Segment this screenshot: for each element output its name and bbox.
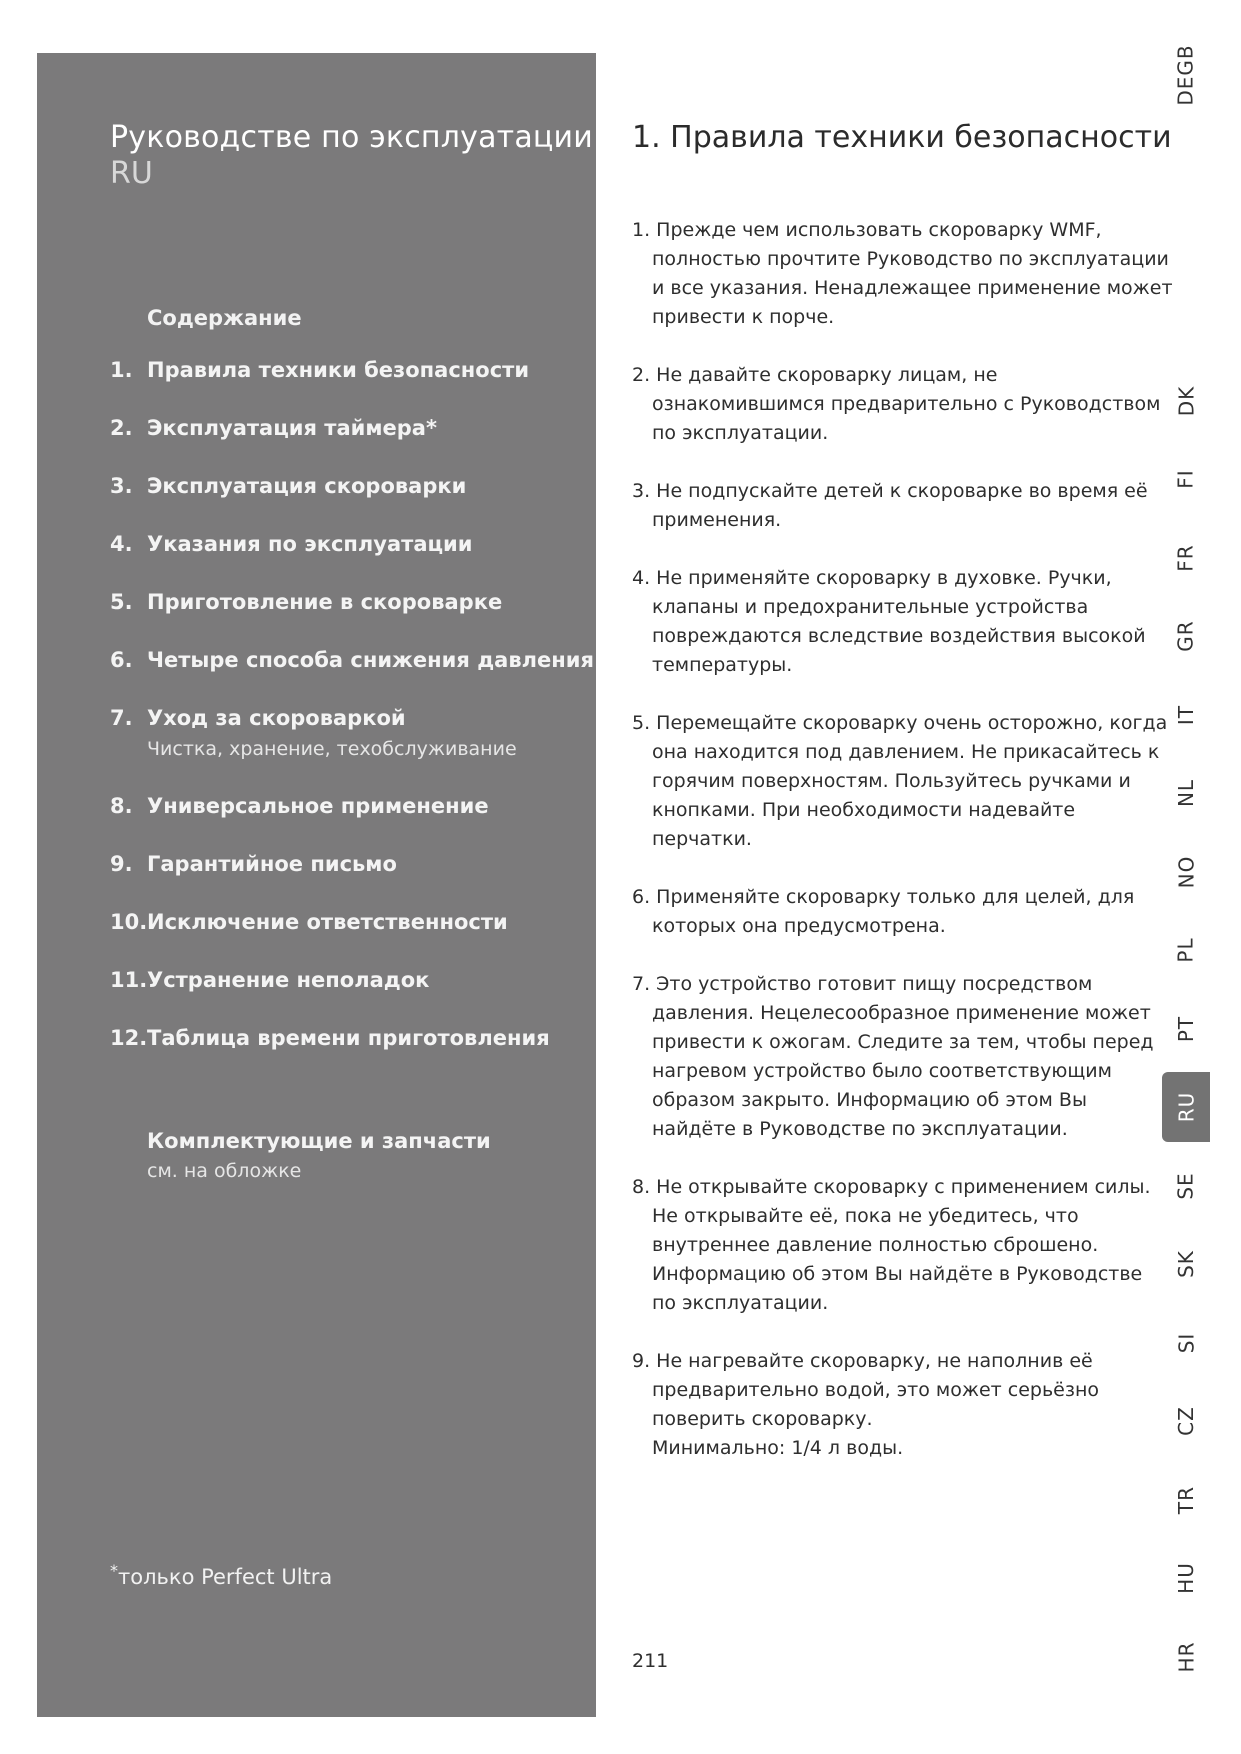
toc-item: [110, 910, 508, 934]
language-tab-label: NO: [1173, 855, 1198, 888]
safety-rule: [632, 709, 1168, 854]
language-tab-ru[interactable]: [1162, 1072, 1210, 1142]
language-tab-label: FR: [1174, 543, 1198, 572]
toc-item-label: Эксплуатация скороварки: [147, 474, 467, 498]
language-tab-cz[interactable]: [1162, 1386, 1210, 1456]
language-tab-label: TR: [1174, 1485, 1198, 1514]
language-tab-label: IT: [1174, 704, 1198, 725]
language-tab-label: HR: [1174, 1641, 1198, 1672]
toc-item-number: 1.: [110, 358, 133, 382]
toc-item: [110, 358, 529, 382]
language-tab-nl[interactable]: [1162, 758, 1210, 828]
safety-rule-line: ознакомившимся предварительно с Руководством: [652, 393, 1161, 415]
safety-rule: [632, 1347, 1122, 1463]
language-tab-fi[interactable]: [1162, 444, 1210, 514]
safety-rule-line: 1. Прежде чем использовать скороварку WMF,: [632, 219, 1102, 241]
language-tab-no[interactable]: [1162, 837, 1210, 907]
safety-rule-line: привести к ожогам. Следите за тем, чтобы перед: [652, 1031, 1154, 1053]
toc-item-label: Устранение неполадок: [147, 968, 430, 992]
manual-title: Руководстве по эксплуатации: [110, 120, 593, 155]
safety-rule-line: и все указания. Ненадлежащее применение может: [652, 277, 1173, 299]
toc-item: [110, 794, 489, 818]
safety-rule-line: перчатки.: [652, 828, 752, 850]
language-tab-label: DEGB: [1174, 44, 1199, 106]
safety-rule-line: 5. Перемещайте скороварку очень осторожно, когда: [632, 712, 1168, 734]
language-code-label: RU: [110, 156, 153, 191]
language-tab-label: RU: [1173, 1091, 1198, 1122]
safety-rule-line: клапаны и предохранительные устройства: [652, 596, 1089, 618]
language-tab-label: SI: [1174, 1332, 1198, 1353]
toc-item-label: Эксплуатация таймера*: [147, 416, 437, 440]
language-tab-pl[interactable]: [1162, 915, 1210, 985]
safety-rule: [632, 1173, 1151, 1318]
safety-rule-line: внутреннее давление полностью сброшено.: [652, 1234, 1099, 1256]
safety-rule: [632, 477, 1148, 535]
language-tab-label: FI: [1174, 468, 1198, 489]
toc-item-label: Уход за скороваркой: [147, 706, 406, 730]
footnote-mark: *: [110, 1561, 118, 1580]
language-tab-label: DK: [1173, 385, 1198, 416]
safety-rule: [632, 361, 1161, 448]
toc-item-number: 8.: [110, 794, 133, 818]
safety-rule-line: которых она предусмотрена.: [652, 915, 946, 937]
language-tab-label: PT: [1174, 1015, 1198, 1042]
safety-rule-line: Минимально: 1/4 л воды.: [652, 1437, 904, 1459]
safety-rule-line: полностью прочтите Руководство по эксплуатации: [652, 248, 1169, 270]
language-tabs: [1162, 40, 1210, 1700]
safety-rule-line: по эксплуатации.: [652, 422, 829, 444]
toc-item-number: 6.: [110, 648, 133, 672]
toc-item-number: 5.: [110, 590, 133, 614]
language-tab-label: GR: [1174, 619, 1198, 652]
language-tab-it[interactable]: [1162, 680, 1210, 750]
language-tab-gr[interactable]: [1162, 601, 1210, 671]
safety-rule-line: 8. Не открывайте скороварку с применением силы.: [632, 1176, 1151, 1198]
safety-rule-line: привести к порче.: [652, 306, 835, 328]
safety-rule-line: Информацию об этом Вы найдёте в Руководстве: [652, 1263, 1143, 1285]
safety-rule-line: температуры.: [652, 654, 793, 676]
language-tab-dk[interactable]: [1162, 366, 1210, 436]
page-number: 211: [632, 1650, 669, 1672]
safety-rule-line: нагревом устройство было соответствующим: [652, 1060, 1112, 1082]
footnote: [110, 1561, 332, 1589]
language-tab-si[interactable]: [1162, 1308, 1210, 1378]
parts-subtitle: см. на обложке: [147, 1160, 302, 1182]
language-tab-tr[interactable]: [1162, 1465, 1210, 1535]
safety-rule-line: по эксплуатации.: [652, 1292, 829, 1314]
language-tab-se[interactable]: [1162, 1151, 1210, 1221]
language-tab-pt[interactable]: [1162, 994, 1210, 1064]
safety-rule-line: применения.: [652, 509, 782, 531]
toc-item-number: 9.: [110, 852, 133, 876]
toc-item-label: Четыре способа снижения давления: [147, 648, 594, 672]
contents-sidebar: [37, 53, 596, 1717]
safety-rule-line: образом закрыто. Информацию об этом Вы: [652, 1089, 1087, 1111]
toc-heading: Содержание: [147, 306, 302, 330]
toc-item-number: 4.: [110, 532, 133, 556]
toc-item: [110, 706, 406, 730]
safety-rule-line: 3. Не подпускайте детей к скороварке во время её: [632, 480, 1148, 502]
toc-item-number: 7.: [110, 706, 133, 730]
toc-item-label: Гарантийное письмо: [147, 852, 397, 876]
toc-item-number: 2.: [110, 416, 133, 440]
footnote-text: только Perfect Ultra: [118, 1565, 333, 1589]
toc-item-number: 11.: [110, 968, 148, 992]
toc-item: [110, 1026, 550, 1050]
toc-item-label: Указания по эксплуатации: [147, 532, 473, 556]
toc-item-label: Таблица времени приготовления: [147, 1026, 550, 1050]
safety-rule: [632, 216, 1173, 332]
toc-item: [110, 968, 429, 992]
safety-rule-line: повреждаются вследствие воздействия высокой: [652, 625, 1146, 647]
toc-item-label: Правила техники безопасности: [147, 358, 530, 382]
safety-rule-line: Не открывайте её, пока не убедитесь, что: [652, 1205, 1079, 1227]
language-tab-hu[interactable]: [1162, 1543, 1210, 1613]
safety-rule-line: 4. Не применяйте скороварку в духовке. Ручки,: [632, 567, 1112, 589]
toc-item-number: 10.: [110, 910, 148, 934]
toc-item-label: Приготовление в скороварке: [147, 590, 503, 614]
safety-rule: [632, 970, 1154, 1144]
safety-rule: [632, 883, 1135, 941]
language-tab-label: SK: [1174, 1249, 1198, 1278]
parts-title: Комплектующие и запчасти: [147, 1129, 491, 1153]
safety-rule-line: 2. Не давайте скороварку лицам, не: [632, 364, 998, 386]
language-tab-label: NL: [1173, 778, 1198, 807]
toc-item: [110, 416, 437, 440]
section-title: 1. Правила техники безопасности: [632, 120, 1172, 155]
safety-rule-line: давления. Нецелесообразное применение может: [652, 1002, 1151, 1024]
safety-rule-line: поверить скороварку.: [652, 1408, 873, 1430]
language-tab-degb[interactable]: [1162, 40, 1210, 110]
safety-rule-line: найдёте в Руководстве по эксплуатации.: [652, 1118, 1068, 1140]
safety-rule-line: предварительно водой, это может серьёзно: [652, 1379, 1100, 1401]
toc-item-label: Универсальное применение: [147, 794, 489, 818]
language-tab-label: CZ: [1173, 1405, 1198, 1436]
language-tab-sk[interactable]: [1162, 1229, 1210, 1299]
language-tab-hr[interactable]: [1162, 1622, 1210, 1692]
language-tab-fr[interactable]: [1162, 523, 1210, 593]
language-tab-label: PL: [1173, 936, 1198, 963]
language-tab-label: SE: [1174, 1171, 1198, 1200]
toc-item-number: 12.: [110, 1026, 148, 1050]
toc-item-label: Исключение ответственности: [147, 910, 508, 934]
safety-rule-line: 6. Применяйте скороварку только для целей, для: [632, 886, 1135, 908]
toc-item: [110, 532, 473, 556]
safety-rule-line: 7. Это устройство готовит пищу посредством: [632, 973, 1093, 995]
safety-rule: [632, 564, 1146, 680]
toc-item: [110, 590, 502, 614]
toc-item-number: 3.: [110, 474, 133, 498]
safety-rule-line: 9. Не нагревайте скороварку, не наполнив её: [632, 1350, 1093, 1372]
toc-item: [110, 474, 466, 498]
toc-item: [110, 852, 397, 876]
safety-rule-line: кнопками. При необходимости надевайте: [652, 799, 1076, 821]
toc-item: [110, 648, 594, 672]
safety-rule-line: она находится под давлением. Не прикасайтесь к: [652, 741, 1160, 763]
language-tab-label: HU: [1174, 1561, 1198, 1594]
safety-rule-line: горячим поверхностям. Пользуйтесь ручками и: [652, 770, 1131, 792]
toc-item-subtitle: Чистка, хранение, техобслуживание: [147, 738, 517, 760]
